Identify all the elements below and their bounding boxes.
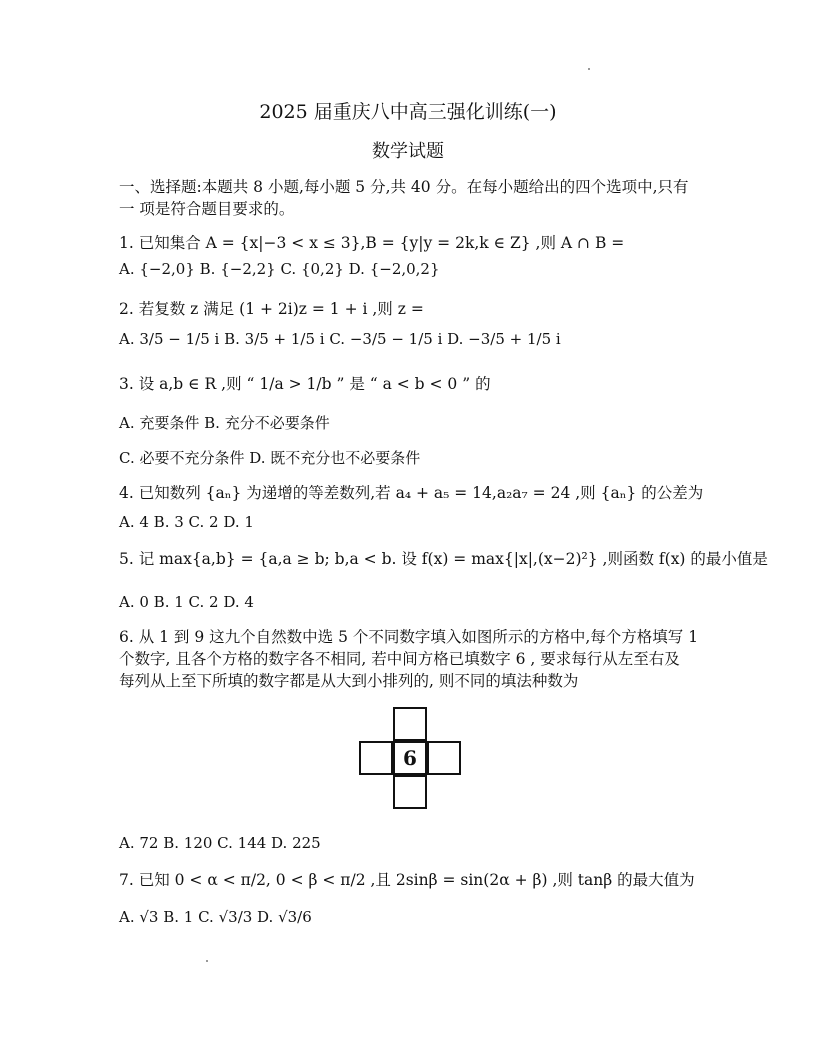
question-6-stem-line3: 每列从上至下所填的数字都是从大到小排列的, 则不同的填法种数为 <box>119 672 579 690</box>
grid-cell-top <box>393 707 427 741</box>
question-7-stem: 7. 已知 0 < α < π/2, 0 < β < π/2 ,且 2sinβ = sin(2α + β) ,则 tanβ 的最大值为 <box>119 871 695 889</box>
question-3-options-row1: A. 充要条件 B. 充分不必要条件 <box>119 414 330 432</box>
grid-cell-right <box>427 741 461 775</box>
question-1-options: A. {−2,0} B. {−2,2} C. {0,2} D. {−2,0,2} <box>119 260 440 278</box>
question-6-options: A. 72 B. 120 C. 144 D. 225 <box>119 834 321 852</box>
question-4-options: A. 4 B. 3 C. 2 D. 1 <box>119 513 254 531</box>
scan-dot <box>206 960 208 962</box>
question-6-stem-line1: 6. 从 1 到 9 这九个自然数中选 5 个不同数字填入如图所示的方格中,每个方格填写 1 <box>119 628 699 646</box>
scan-dot <box>588 68 590 70</box>
page-title: 2025 届重庆八中高三强化训练(一) <box>259 101 557 123</box>
question-3-options-row2: C. 必要不充分条件 D. 既不充分也不必要条件 <box>119 449 421 467</box>
question-3-stem: 3. 设 a,b ∈ R ,则 “ 1/a > 1/b ” 是 “ a < b < 0 ” 的 <box>119 375 491 393</box>
grid-cell-center: 6 <box>393 741 427 775</box>
question-5-options: A. 0 B. 1 C. 2 D. 4 <box>119 593 254 611</box>
question-4-stem: 4. 已知数列 {aₙ} 为递增的等差数列,若 a₄ + a₅ = 14,a₂a₇ = 24 ,则 {aₙ} 的公差为 <box>119 484 704 502</box>
section-intro-line2: 一 项是符合题目要求的。 <box>119 200 295 218</box>
cross-grid-figure <box>359 707 463 811</box>
question-1-stem: 1. 已知集合 A = {x|−3 < x ≤ 3},B = {y|y = 2k,k ∈ Z} ,则 A ∩ B = <box>119 234 625 252</box>
question-5-stem: 5. 记 max{a,b} = {a,a ≥ b; b,a < b. 设 f(x) = max{|x|,(x−2)²} ,则函数 f(x) 的最小值是 <box>119 550 768 568</box>
question-2-stem: 2. 若复数 z 满足 (1 + 2i)z = 1 + i ,则 z = <box>119 300 424 318</box>
grid-cell-left <box>359 741 393 775</box>
question-6-stem-line2: 个数字, 且各个方格的数字各不相同, 若中间方格已填数字 6 , 要求每行从左至右及 <box>119 650 680 668</box>
question-2-options: A. 3/5 − 1/5 i B. 3/5 + 1/5 i C. −3/5 − 1/5 i D. −3/5 + 1/5 i <box>119 330 561 348</box>
page-subtitle: 数学试题 <box>372 141 444 162</box>
grid-cell-bottom <box>393 775 427 809</box>
section-intro-line1: 一、选择题:本题共 8 小题,每小题 5 分,共 40 分。在每小题给出的四个选项中,只有 <box>119 178 689 196</box>
question-7-options: A. √3 B. 1 C. √3/3 D. √3/6 <box>119 908 312 926</box>
